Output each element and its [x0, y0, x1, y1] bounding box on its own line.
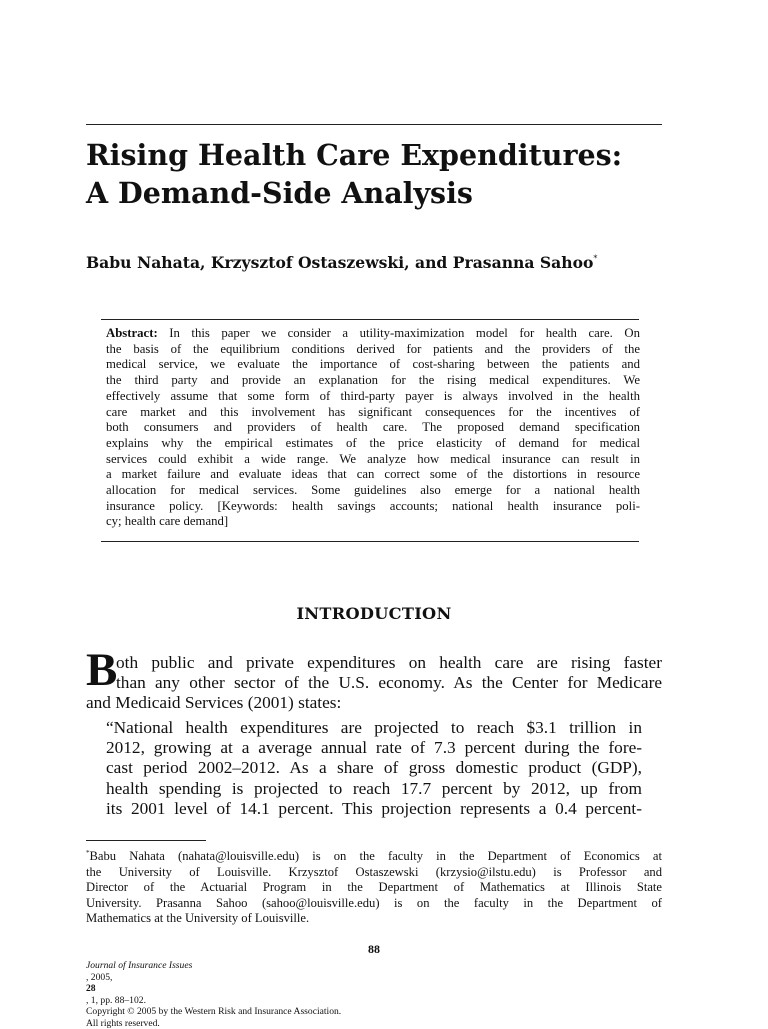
- journal-info: [86, 960, 341, 1029]
- quote-line: health spending is projected to reach 17.7 percent by 2012, up from: [106, 779, 642, 799]
- abstract-line: medical service, we evaluate the importance of cost-sharing between the patients and: [106, 357, 640, 373]
- abstract-line: allocation for medical services. Some guidelines also emerge for a national health: [106, 483, 640, 499]
- rights-line: All rights reserved.: [86, 1018, 341, 1029]
- footnote: [86, 846, 662, 927]
- page-number: 88: [86, 942, 662, 957]
- footnote-marker: *: [86, 849, 90, 857]
- quote-line: cast period 2002–2012. As a share of gross domestic product (GDP),: [106, 758, 642, 778]
- author-names: Babu Nahata, Krzysztof Ostaszewski, and Prasanna Sahoo: [86, 253, 593, 272]
- abstract-line: the third party and provide an explanation for the rising medical expenditures. We: [106, 373, 640, 389]
- footnote-line: Director of the Actuarial Program in the Department of Mathematics at Illinois State: [86, 880, 662, 896]
- abstract-line: Abstract: In this paper we consider a utility-maximization model for health care. On: [106, 326, 640, 342]
- authors-line: [86, 253, 597, 272]
- abstract-line: insurance policy. [Keywords: health savings accounts; national health insurance poli-: [106, 499, 640, 515]
- abstract-line: explains why the empirical estimates of the price elasticity of demand for medical: [106, 436, 640, 452]
- abstract-line: care market and this involvement has significant consequences for the incentives of: [106, 405, 640, 421]
- abstract-line: both consumers and providers of health care. The proposed demand specification: [106, 420, 640, 436]
- journal-citation: Journal of Insurance Issues , 2005, 28 , 1, pp. 88–102.: [86, 960, 341, 1006]
- abstract-line: services could exhibit a wide range. We analyze how medical insurance can result in: [106, 452, 640, 468]
- intro-line: and Medicaid Services (2001) states:: [86, 693, 662, 713]
- title-line-2: A Demand-Side Analysis: [86, 174, 676, 212]
- abstract-line: a market failure and evaluate ideas that can correct some of the distortions in resource: [106, 467, 640, 483]
- abstract-block: [106, 326, 640, 530]
- copyright-line: Copyright © 2005 by the Western Risk and Insurance Association.: [86, 1006, 341, 1018]
- journal-volume: 28: [86, 983, 96, 994]
- title-line-1: Rising Health Care Expenditures:: [86, 136, 676, 174]
- section-heading: INTRODUCTION: [86, 604, 662, 623]
- paper-title: [86, 136, 676, 212]
- author-footnote-marker: *: [593, 254, 597, 263]
- journal-name: Journal of Insurance Issues: [86, 960, 192, 971]
- top-rule: [86, 124, 662, 125]
- quote-line: 2012, growing at a average annual rate of 7.3 percent during the fore-: [106, 738, 642, 758]
- quote-line: its 2001 level of 14.1 percent. This projection represents a 0.4 percent-: [106, 799, 642, 819]
- abstract-rule-bottom: [101, 541, 639, 542]
- footnote-line: Mathematics at the University of Louisville.: [86, 911, 662, 927]
- intro-line: than any other sector of the U.S. economy. As the Center for Medicare: [86, 673, 662, 693]
- abstract-label: Abstract:: [106, 326, 158, 340]
- footnote-line: *Babu Nahata (nahata@louisville.edu) is on the faculty in the Department of Economics at: [86, 846, 662, 865]
- intro-line: oth public and private expenditures on health care are rising faster: [86, 653, 662, 673]
- abstract-line: the basis of the equilibrium conditions derived for patients and the providers of the: [106, 342, 640, 358]
- abstract-rule-top: [101, 319, 639, 320]
- abstract-line: cy; health care demand]: [106, 514, 640, 530]
- footnote-line: University. Prasanna Sahoo (sahoo@louisville.edu) is on the faculty in the Department of: [86, 896, 662, 912]
- footnote-line: the University of Louisville. Krzysztof Ostaszewski (krzysio@ilstu.edu) is Professor and: [86, 865, 662, 881]
- block-quote: [106, 718, 642, 819]
- quote-line: “National health expenditures are projected to reach $3.1 trillion in: [106, 718, 642, 738]
- drop-cap: B: [86, 648, 117, 692]
- intro-paragraph: [86, 653, 662, 713]
- footnote-rule: [86, 840, 206, 841]
- abstract-line: effectively assume that some form of third-party payer is always involved in the health: [106, 389, 640, 405]
